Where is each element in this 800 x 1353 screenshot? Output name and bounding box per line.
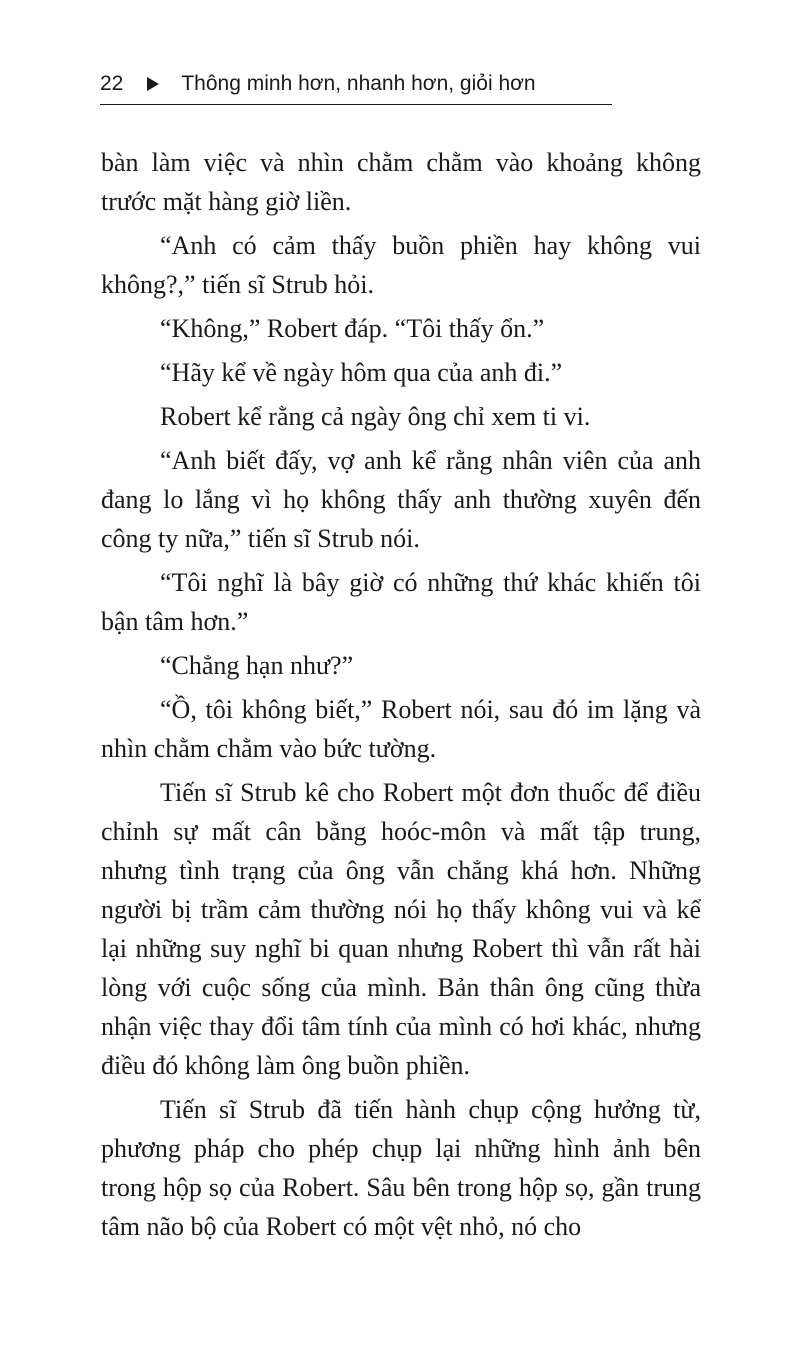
paragraph: Tiến sĩ Strub đã tiến hành chụp cộng hưởng từ, phương pháp cho phép chụp lại những hình ảnh bên trong hộp sọ của Robert. Sâu bên trong hộp sọ, gần trung tâm não bộ của Robert có một vệt nhỏ, nó cho	[101, 1095, 701, 1241]
running-title: Thông minh hơn, nhanh hơn, giỏi hơn	[181, 72, 536, 95]
paragraph: “Anh có cảm thấy buồn phiền hay không vui không?,” tiến sĩ Strub hỏi.	[101, 231, 701, 299]
paragraph: “Anh biết đấy, vợ anh kể rằng nhân viên của anh đang lo lắng vì họ không thấy anh thường xuyên đến công ty nữa,” tiến sĩ Strub nói.	[101, 446, 701, 553]
paragraph: “Không,” Robert đáp. “Tôi thấy ổn.”	[160, 314, 545, 343]
paragraph: bàn làm việc và nhìn chằm chằm vào khoảng không trước mặt hàng giờ liền.	[101, 148, 701, 216]
paragraph: Robert kể rằng cả ngày ông chỉ xem ti vi.	[160, 402, 591, 431]
header-rule	[100, 104, 612, 105]
running-header	[100, 70, 612, 104]
page-body	[101, 143, 701, 1251]
paragraph: “Ồ, tôi không biết,” Robert nói, sau đó im lặng và nhìn chằm chằm vào bức tường.	[101, 695, 701, 763]
paragraph: “Hãy kể về ngày hôm qua của anh đi.”	[160, 358, 563, 387]
paragraph: “Tôi nghĩ là bây giờ có những thứ khác khiến tôi bận tâm hơn.”	[101, 568, 701, 636]
paragraph: “Chẳng hạn như?”	[160, 651, 354, 680]
paragraph: Tiến sĩ Strub kê cho Robert một đơn thuốc để điều chỉnh sự mất cân bằng hoóc-môn và mất tập trung, nhưng tình trạng của ông vẫn chẳng khá hơn. Những người bị trầm cảm thường nói họ thấy không vui và kể lại những suy nghĩ bi quan nhưng Robert thì vẫn rất hài lòng với cuộc sống của mình. Bản thân ông cũng thừa nhận việc thay đổi tâm tính của mình có hơi khác, nhưng điều đó không làm ông buồn phiền.	[101, 778, 701, 1080]
page-number: 22	[100, 72, 124, 95]
triangle-right-icon	[147, 77, 159, 91]
